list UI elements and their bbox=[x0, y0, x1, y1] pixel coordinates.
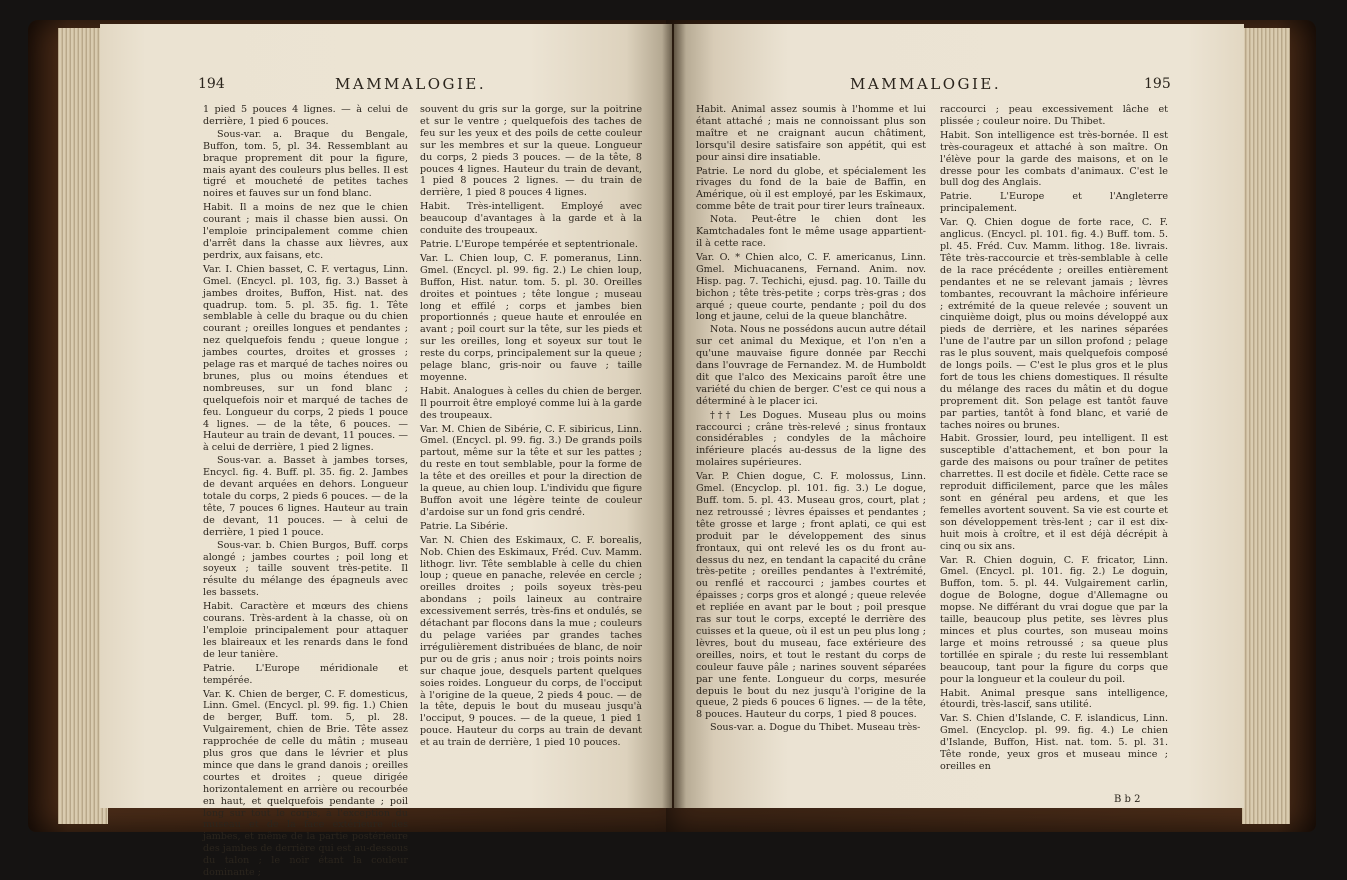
right-page-column-1 bbox=[696, 104, 926, 735]
left-page-column-2 bbox=[420, 104, 642, 750]
book-gutter bbox=[662, 24, 686, 808]
right-page-edges bbox=[1242, 28, 1290, 824]
paragraph: Var. O. * Chien alco, C. F. americanus, Linn. Gmel. Michuacanens, Fernand. Anim. nov. Hisp. pag. 7. Techichi, ejusd. pag. 10. Taille du bichon ; tête très-petite ; corps très-gras ; dos arqué ; queue courte, pendante ; poil du dos long et jaune, celui de la queue blanchâtre. bbox=[696, 251, 926, 323]
paragraph: Patrie. L'Europe méridionale et tempérée. bbox=[203, 662, 408, 686]
paragraph: Nota. Nous ne possédons aucun autre détail sur cet animal du Mexique, et l'on n'en a qu'une mauvaise figure donnée par Recchi dans l'ouvrage de Fernandez. M. de Humboldt dit que l'alco des Mexicains paroît être une variété du chien de berger. C'est ce qui nous a déterminé à le placer ici. bbox=[696, 324, 926, 407]
paragraph: Var. R. Chien doguin, C. F. fricator, Linn. Gmel. (Encycl. pl. 101. fig. 2.) Le doguin, Buffon, tom. 5. pl. 44. Vulgairement carlin, dogue de Bologne, dogue d'Allemagne ou mopse. Ne différant du vrai dogue que par la taille, beaucoup plus petite, ses lèvres plus minces et plus courtes, son museau moins large et moins retroussé ; sa queue plus tortillée en spirale ; du reste lui ressemblant beaucoup, tant pour la figure du corps que pour la longueur et la couleur du poil. bbox=[940, 554, 1168, 685]
left-page-column-1 bbox=[203, 104, 408, 880]
right-page-column-2 bbox=[940, 104, 1168, 774]
paragraph: Habit. Il a moins de nez que le chien courant ; mais il chasse bien aussi. On l'emploie principalement comme chien d'arrêt dans la chasse aux lièvres, aux perdrix, aux faisans, etc. bbox=[203, 202, 408, 261]
paragraph: Patrie. Le nord du globe, et spécialement les rivages du fond de la baie de Baffin, en Amérique, où il est employé, par les Eskimaux, comme bête de trait pour tirer leurs traîneaux. bbox=[696, 165, 926, 213]
running-head: MAMMALOGIE. bbox=[850, 75, 1002, 93]
paragraph: ††† Les Dogues. Museau plus ou moins raccourci ; crâne très-relevé ; sinus frontaux considérables ; condyles de la mâchoire inférieure placés au-dessus de la ligne des molaires supérieures. bbox=[696, 409, 926, 469]
paragraph: Habit. Très-intelligent. Employé avec beaucoup d'avantages à la garde et à la conduite des troupeaux. bbox=[420, 201, 642, 237]
paragraph: Habit. Animal presque sans intelligence, étourdi, très-lascif, sans utilité. bbox=[940, 687, 1168, 711]
paragraph: Sous-var. a. Braque du Bengale, Buffon, tom. 5, pl. 34. Ressemblant au braque proprement dit pour la figure, mais ayant des couleurs plus belles. Il est tigré et moucheté de petites taches noires et fauves sur un fond blanc. bbox=[203, 128, 408, 200]
paragraph: Patrie. La Sibérie. bbox=[420, 520, 509, 532]
paragraph: Var. L. Chien loup, C. F. pomeranus, Linn. Gmel. (Encycl. pl. 99. fig. 2.) Le chien loup, Buffon, Hist. natur. tom. 5. pl. 30. Oreilles droites et pointues ; tête longue ; museau long et effilé ; corps et jambes bien proportionnés ; queue haute et enroulée en avant ; poil court sur la tête, sur les pieds et sur les oreilles, long et soyeux sur tout le reste du corps, principalement sur la queue ; pelage blanc, gris-noir ou fauve ; taille moyenne. bbox=[420, 252, 642, 383]
running-head: MAMMALOGIE. bbox=[335, 75, 487, 93]
paragraph: Habit. Caractère et mœurs des chiens courans. Très-ardent à la chasse, où on l'emploie principalement pour attaquer les blaireaux et les renards dans le fond de leur tanière. bbox=[203, 601, 408, 660]
page-number: 194 bbox=[198, 76, 225, 92]
paragraph: Sous-var. a. Dogue du Thibet. Museau très- bbox=[710, 722, 921, 734]
paragraph: Var. S. Chien d'Islande, C. F. islandicus, Linn. Gmel. (Encyclop. pl. 99. fig. 4.) Le chien d'Islande, Buffon, Hist. nat. tom. 5. pl. 31. Tête ronde, yeux gros et museau mince ; oreilles en bbox=[940, 713, 1168, 772]
paragraph: 1 pied 5 pouces 4 lignes. — à celui de derrière, 1 pied 6 pouces. bbox=[203, 104, 408, 127]
paragraph: Habit. Animal assez soumis à l'homme et lui étant attaché ; mais ne connoissant plus son maître et ne craignant aucun châtiment, lorsqu'il desire satisfaire son appétit, qui est pour ainsi dire insatiable. bbox=[696, 104, 926, 163]
paragraph: Nota. Peut-être le chien dont les Kamtchadales font le même usage appartient-il à cette race. bbox=[696, 214, 926, 249]
paragraph: Habit. Son intelligence est très-bornée. Il est très-courageux et attaché à son maître. On l'élève pour la garde des maisons, et on le dresse pour les combats d'animaux. C'est le bull dog des Anglais. bbox=[940, 129, 1168, 189]
paragraph: Habit. Grossier, lourd, peu intelligent. Il est susceptible d'attachement, et bon pour la garde des maisons ou pour traîner de petites charrettes. Il est docile et fidèle. Cette race se reproduit difficilement, parce que les mâles sont en général peu ardens, et que les femelles avortent souvent. Sa vie est courte et son développement très-lent ; car il est dix-huit mois à croître, et il est déjà décrépit à cinq ou six ans. bbox=[940, 433, 1168, 552]
paragraph: Patrie. L'Europe et l'Angleterre principalement. bbox=[940, 191, 1168, 215]
page-number: 195 bbox=[1144, 76, 1171, 92]
paragraph: Sous-var. b. Chien Burgos, Buff. corps alongé ; jambes courtes ; poil long et soyeux ; taille souvent très-petite. Il résulte du mélange des épagneuls avec les bassets. bbox=[203, 539, 408, 599]
paragraph: Var. N. Chien des Eskimaux, C. F. borealis, Nob. Chien des Eskimaux, Fréd. Cuv. Mamm. lithogr. livr. Tête semblable à celle du chien loup ; queue en panache, relevée en cercle ; oreilles droites ; poils soyeux très-peu abondans ; poils laineux au contraire excessivement serrés, très-fins et ondulés, se détachant par flocons dans la mue ; couleurs du pelage variées par grandes taches irrégulièrement distribuées de blanc, de noir pur ou de gris ; anus noir ; trois points noirs sur chaque joue, desquels partent quelques soies roides. Longueur du corps, de l'occiput à l'origine de la queue, 2 pieds 4 pouc. — de la tête, depuis le bout du museau jusqu'à l'occiput, 9 pouces. — de la queue, 1 pied 1 pouce. Hauteur du corps au train de devant et au train de derrière, 1 pied 10 pouces. bbox=[420, 534, 642, 749]
left-page bbox=[100, 24, 672, 879]
paragraph: Var. K. Chien de berger, C. F. domesticus, Linn. Gmel. (Encycl. pl. 99. fig. 1.) Chien de berger, Buff. tom. 5, pl. 28. Vulgairement, chien de Brie. Tête assez rapprochée de celle du mâtin ; museau plus gros que dans le lévrier et plus mince que dans le grand danois ; oreilles courtes et droites ; queue dirigée horizontalement en arrière ou recourbée en haut, et quelquefois pendante ; poil long sur tout le corps, à l'exception du museau et de la face extérieure des jambes, et même de la partie postérieure des jambes de derrière qui est au-dessous du talon ; le noir étant la couleur dominante ; bbox=[203, 688, 408, 879]
paragraph: souvent du gris sur la gorge, sur la poitrine et sur le ventre ; quelquefois des taches de feu sur les yeux et des poils de cette couleur sur les membres et sur la queue. Longueur du corps, 2 pieds 3 pouces. — de la tête, 8 pouces 4 lignes. Hauteur du train de devant, 1 pied 8 pouces 2 lignes. — du train de derrière, 1 pied 8 pouces 4 lignes. bbox=[420, 104, 642, 199]
paragraph: raccourci ; peau excessivement lâche et plissée ; couleur noire. Du Thibet. bbox=[940, 104, 1168, 127]
paragraph: Var. M. Chien de Sibérie, C. F. sibiricus, Linn. Gmel. (Encycl. pl. 99. fig. 3.) De grands poils partout, même sur la tête et sur les pattes ; du reste en tout semblable, pour la forme de la tête et des oreilles et pour la direction de la queue, au chien loup. L'individu que figure Buffon avoit une légère teinte de couleur d'ardoise sur un fond gris cendré. bbox=[420, 423, 642, 518]
right-page bbox=[674, 24, 1244, 808]
paragraph: Habit. Analogues à celles du chien de berger. Il pourroit être employé comme lui à la garde des troupeaux. bbox=[420, 385, 642, 421]
paragraph: Var. Q. Chien dogue de forte race, C. F. anglicus. (Encycl. pl. 101. fig. 4.) Buff. tom. 5. pl. 45. Fréd. Cuv. Mamm. lithog. 18e. livrais. Tête très-raccourcie et très-semblable à celle de la race précédente ; oreilles entièrement pendantes et ne se relevant jamais ; lèvres tombantes, recouvrant la mâchoire inférieure ; extrémité de la queue relevée ; souvent un cinquième doigt, plus ou moins développé aux pieds de derrière, et les narines séparées l'une de l'autre par un sillon profond ; pelage ras le plus souvent, mais quelquefois composé de longs poils. — C'est le plus gros et le plus fort de tous les chiens domestiques. Il résulte du mélange des races du mâtin et du dogue proprement dit. Son pelage est tantôt fauve par parties, tantôt à fond blanc, et varié de taches noires ou brunes. bbox=[940, 217, 1168, 431]
paragraph: Sous-var. a. Basset à jambes torses, Encycl. fig. 4. Buff. pl. 35. fig. 2. Jambes de devant arquées en dehors. Longueur totale du corps, 2 pieds 6 pouces. — de la tête, 7 pouces 6 lignes. Hauteur au train de devant, 11 pouces. — à celui de derrière, 1 pied 1 pouce. bbox=[203, 455, 408, 538]
paragraph: Var. P. Chien dogue, C. F. molossus, Linn. Gmel. (Encyclop. pl. 101. fig. 3.) Le dogue, Buff. tom. 5. pl. 43. Museau gros, court, plat ; nez retroussé ; lèvres épaisses et pendantes ; tête grosse et large ; front aplati, ce qui est produit par le développement des sinus frontaux, qui ont relevé les os du front au-dessus du nez, en tendant la capacité du crâne très-petite ; oreilles pendantes à l'extrémité, ou renflé et raccourci ; jambes courtes et épaisses ; corps gros et alongé ; queue relevée et repliée en avant par le bout ; poil presque ras sur tout le corps, excepté le derrière des cuisses et la queue, où il est un peu plus long ; lèvres, bout du museau, face extérieure des oreilles, noirs, et tout le restant du corps de couleur fauve pâle ; narines souvent séparées par une fente. Longueur du corps, mesurée depuis le bout du nez jusqu'à l'origine de la queue, 2 pieds 6 pouces 6 lignes. — de la tête, 8 pouces. Hauteur du corps, 1 pied 8 pouces. bbox=[696, 471, 926, 721]
signature-mark: B b 2 bbox=[1114, 794, 1141, 805]
paragraph: Patrie. L'Europe tempérée et septentrionale. bbox=[420, 238, 638, 250]
paragraph: Var. I. Chien basset, C. F. vertagus, Linn. Gmel. (Encycl. pl. 103, fig. 3.) Basset à jambes droites, Buffon, Hist. nat. des quadrup. tom. 5. pl. 35. fig. 1. Tête semblable à celle du braque ou du chien courant ; oreilles longues et pendantes ; nez quelquefois fendu ; queue longue ; jambes courtes, droites et grosses ; pelage ras et marqué de taches noires ou brunes, plus ou moins étendues et nombreuses, sur un fond blanc ; quelquefois noir et marqué de taches de feu. Longueur du corps, 2 pieds 1 pouce 4 lignes. — de la tête, 6 pouces. — Hauteur au train de devant, 11 pouces. — à celui de derrière, 1 pied 2 lignes. bbox=[203, 263, 408, 454]
